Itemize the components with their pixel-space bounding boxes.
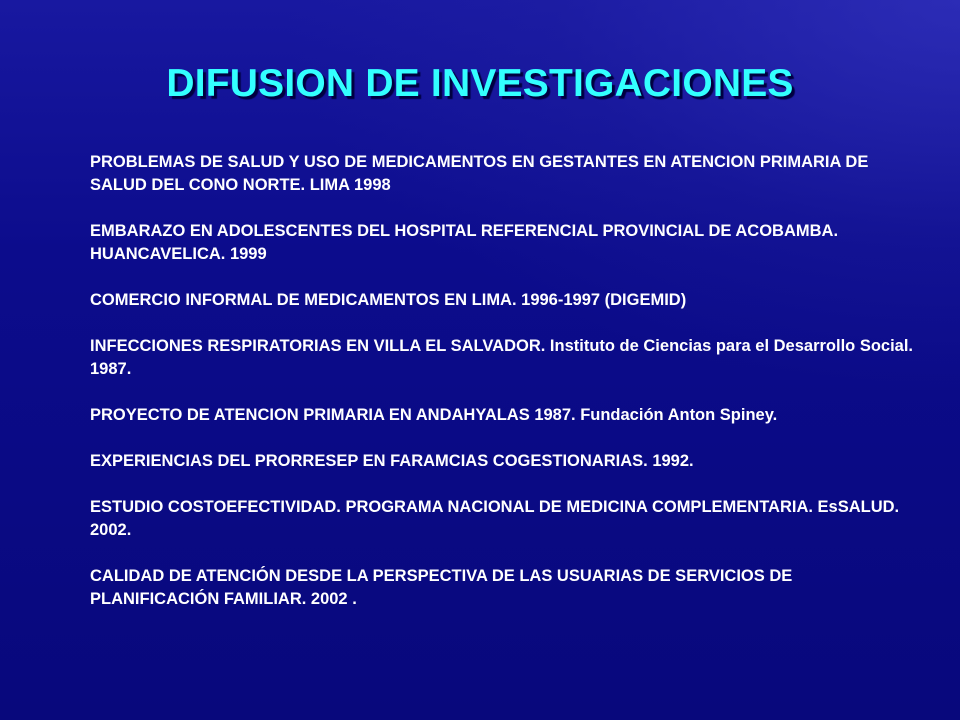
slide-title: DIFUSION DE INVESTIGACIONES <box>166 62 794 105</box>
list-item: CALIDAD DE ATENCIÓN DESDE LA PERSPECTIVA DE LAS USUARIAS DE SERVICIOS DE PLANIFICACIÓN FAMILIAR. 2002 . <box>90 567 793 608</box>
research-list <box>90 151 920 634</box>
list-item: COMERCIO INFORMAL DE MEDICAMENTOS EN LIMA. 1996-1997 (DIGEMID) <box>90 291 687 309</box>
list-item: EXPERIENCIAS DEL PRORRESEP EN FARAMCIAS COGESTIONARIAS. 1992. <box>90 452 694 470</box>
list-item: ESTUDIO COSTOEFECTIVIDAD. PROGRAMA NACIONAL DE MEDICINA COMPLEMENTARIA. EsSALUD. 2002. <box>90 498 900 539</box>
list-item: INFECCIONES RESPIRATORIAS EN VILLA EL SALVADOR. Instituto de Ciencias para el Desarrollo Social. 1987. <box>90 337 914 378</box>
list-item: PROBLEMAS DE SALUD Y USO DE MEDICAMENTOS EN GESTANTES EN ATENCION PRIMARIA DE SALUD DEL CONO NORTE. LIMA 1998 <box>90 153 869 194</box>
list-item: EMBARAZO EN ADOLESCENTES DEL HOSPITAL REFERENCIAL PROVINCIAL DE ACOBAMBA. HUANCAVELICA. 1999 <box>90 222 839 263</box>
list-item: PROYECTO DE ATENCION PRIMARIA EN ANDAHYALAS 1987. Fundación Anton Spiney. <box>90 406 778 424</box>
